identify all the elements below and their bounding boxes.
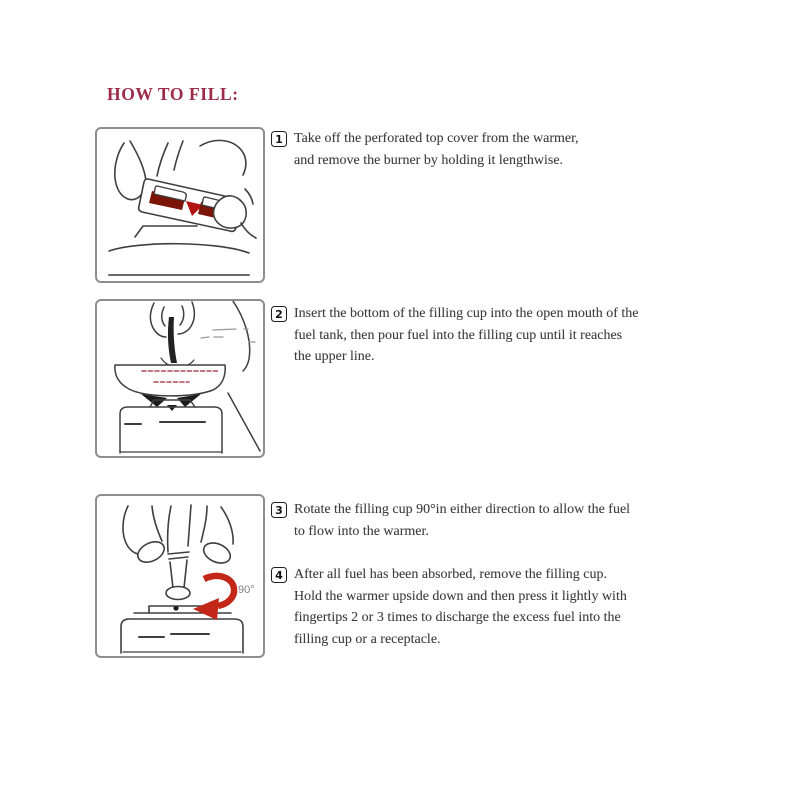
step-3 — [271, 499, 716, 542]
step-text-line: Rotate the filling cup 90°in either direction to allow the fuel — [294, 502, 631, 517]
step-2 — [271, 303, 716, 368]
inverted-cup-right — [184, 560, 187, 588]
step-text-line: Insert the bottom of the filling cup into the open mouth of the — [294, 306, 639, 321]
inverted-cup-left — [170, 562, 173, 588]
filling-cup — [115, 365, 225, 396]
tank-body — [120, 407, 222, 453]
step-text-line: Hold the warmer upside down and then press it lightly with — [294, 588, 627, 604]
step-3-number-badge: 3 — [271, 502, 287, 518]
step-text-line: fuel tank, then pour fuel into the filling cup until it reaches — [294, 327, 623, 343]
middle-finger-outline — [157, 143, 168, 176]
pour-fuel-illustration-icon — [97, 301, 263, 456]
step-3-text — [294, 499, 630, 542]
figure-step3-box — [95, 494, 265, 658]
step-text-line: Take off the perforated top cover from the warmer, — [294, 131, 579, 146]
step-text-line: and remove the burner by holding it lengthwise. — [294, 152, 564, 168]
step-1-text — [294, 128, 579, 171]
step-1-number-badge: 1 — [271, 131, 287, 147]
step-2-text — [294, 303, 639, 368]
hand-back-outline — [200, 140, 246, 175]
page-title: HOW TO FILL: — [107, 84, 239, 104]
step-1 — [271, 128, 716, 171]
step-text-line: filling cup or a receptacle. — [294, 632, 441, 648]
step-4-text — [294, 564, 627, 651]
right-fingertip — [201, 539, 234, 567]
step-text-line: the upper line. — [294, 349, 375, 365]
step-text-line: After all fuel has been absorbed, remove the filling cup. — [294, 567, 607, 582]
figure-step2-box — [95, 299, 265, 458]
rotate-cup-illustration-icon — [97, 496, 263, 656]
tank-shoulder-curve — [109, 244, 249, 253]
bottle-silhouette — [233, 301, 250, 371]
step-4 — [271, 564, 716, 651]
step-4-number-badge: 4 — [271, 567, 287, 583]
fuel-stream — [168, 317, 177, 363]
thumb-outline — [115, 141, 146, 200]
inverted-cup-opening — [166, 587, 190, 600]
left-fingertip — [134, 538, 167, 566]
tank-mouth-lines — [135, 226, 197, 237]
rotation-angle-label: 90° — [238, 584, 255, 596]
remove-burner-illustration-icon — [97, 129, 263, 281]
step-text-line: fingertips 2 or 3 times to discharge the excess fuel into the — [294, 610, 621, 626]
middle-finger-outline — [168, 506, 171, 552]
figure-step1-box — [95, 127, 265, 283]
bottle-neck-right — [178, 302, 194, 334]
step-text-line: to flow into the warmer. — [294, 523, 429, 539]
bottle-silhouette-lower — [228, 393, 260, 451]
right-finger-outline — [221, 507, 233, 544]
step-2-number-badge: 2 — [271, 306, 287, 322]
